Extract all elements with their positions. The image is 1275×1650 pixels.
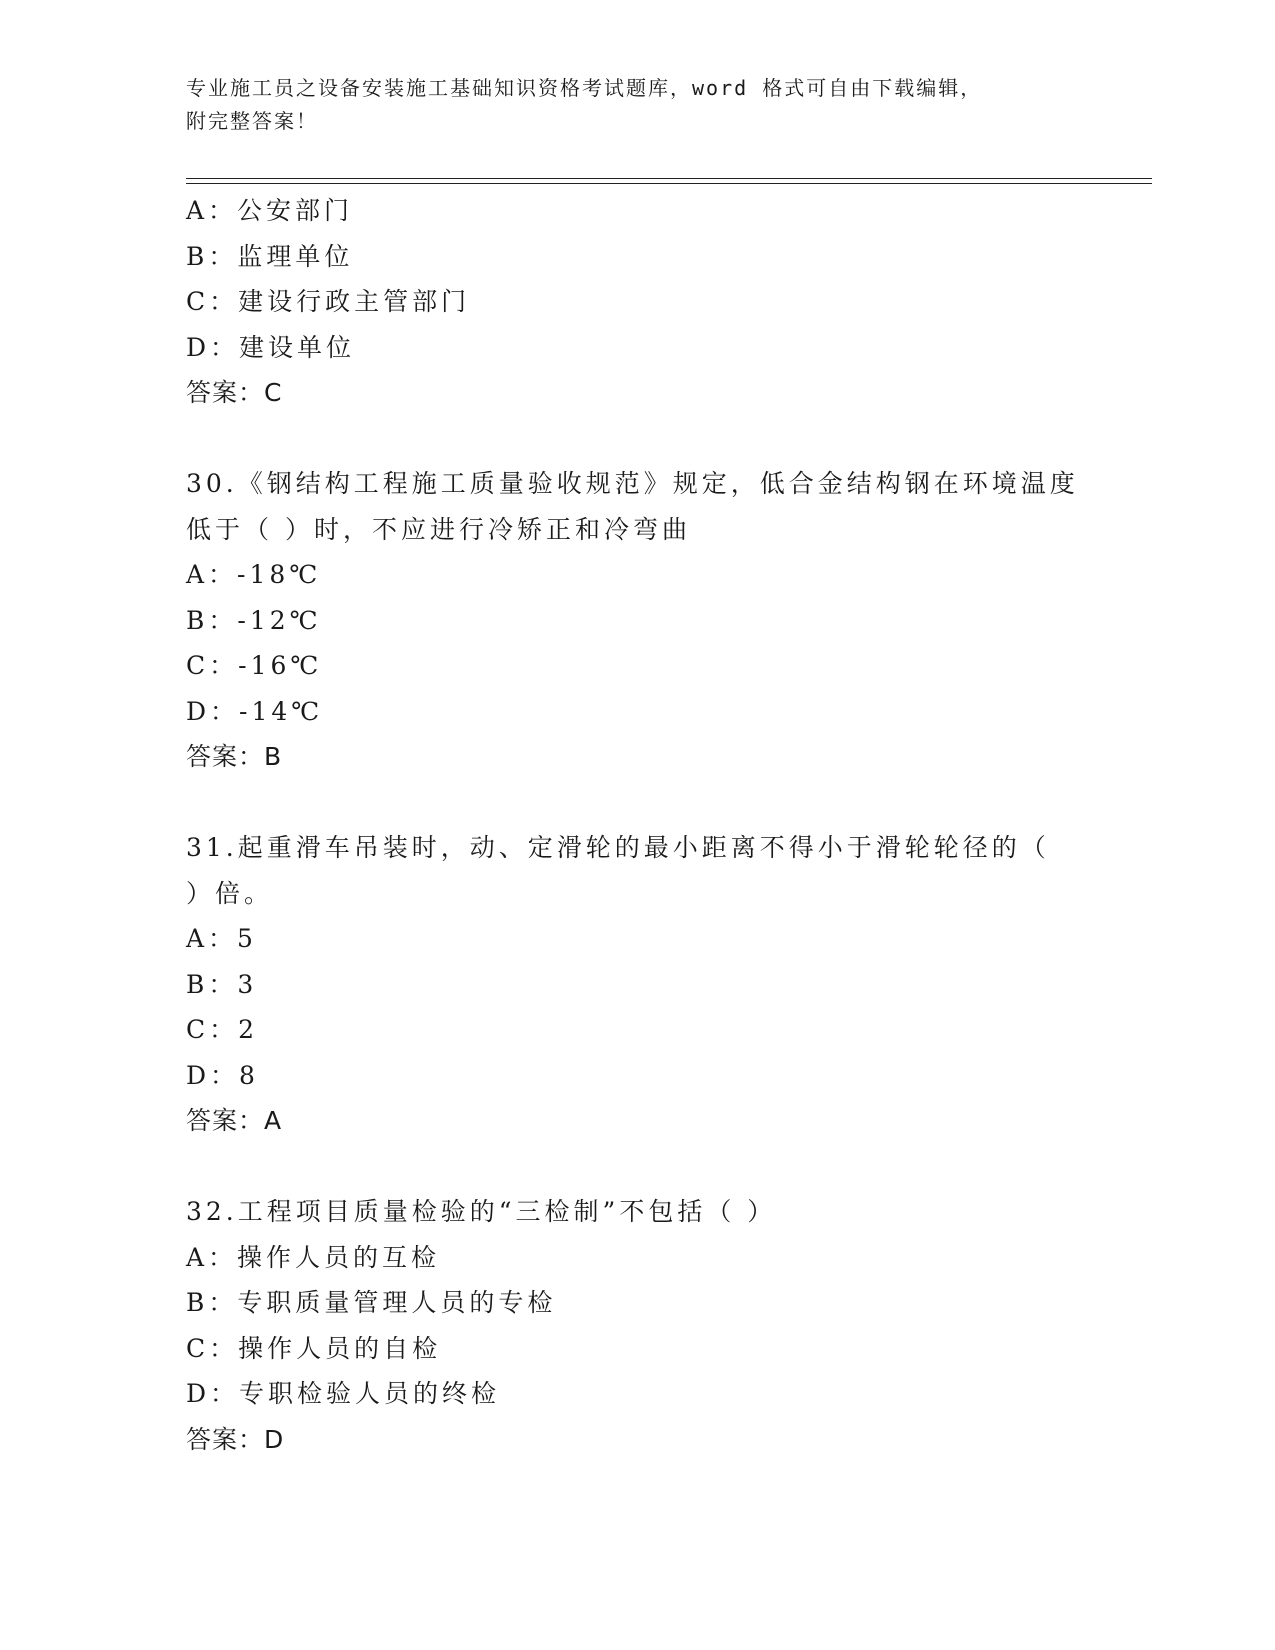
header-line-1: 专业施工员之设备安装施工基础知识资格考试题库，word 格式可自由下载编辑， [186, 76, 983, 100]
option-c: C：建设行政主管部门 [186, 287, 471, 316]
document-header [186, 72, 1066, 138]
option-b: B：专职质量管理人员的专检 [186, 1288, 557, 1317]
question-32-block [186, 1189, 1086, 1462]
question-29-block [186, 188, 1086, 416]
header-line-2: 附完整答案！ [186, 109, 318, 133]
option-b: B：-12℃ [186, 605, 322, 635]
option-b: B：3 [186, 969, 258, 999]
question-text-line-1: 32.工程项目质量检验的“三检制”不包括（ ） [186, 1197, 777, 1226]
option-d: D：建设单位 [186, 332, 356, 362]
option-d: D：专职检验人员的终检 [186, 1379, 501, 1408]
option-c: C：操作人员的自检 [186, 1333, 442, 1363]
option-d: D：8 [186, 1060, 259, 1090]
answer-line: 答案：B [186, 742, 283, 771]
answer-line: 答案：C [186, 378, 283, 407]
option-b: B：监理单位 [186, 241, 354, 271]
option-d: D：-14℃ [186, 696, 324, 726]
option-c: C：2 [186, 1015, 259, 1044]
question-spacer [186, 780, 1086, 826]
question-30-block [186, 461, 1086, 780]
question-text-line-2: 低于（ ）时，不应进行冷矫正和冷弯曲 [186, 514, 691, 544]
answer-line: 答案：A [186, 1106, 283, 1135]
question-text-line-2: ）倍。 [186, 878, 274, 908]
answer-line: 答案：D [186, 1424, 285, 1454]
question-text-line-1: 30.《钢结构工程施工质量验收规范》规定，低合金结构钢在环境温度 [186, 469, 1079, 498]
question-spacer [186, 1144, 1086, 1190]
header-divider-top [186, 178, 1152, 179]
option-c: C：-16℃ [186, 651, 323, 680]
question-text-line-1: 31.起重滑车吊装时，动、定滑轮的最小距离不得小于滑轮轮径的（ [186, 833, 1050, 862]
option-a: A：5 [186, 924, 257, 953]
question-list [186, 188, 1086, 1462]
option-a: A：操作人员的互检 [186, 1242, 441, 1272]
header-divider-bottom [186, 183, 1152, 184]
question-spacer [186, 416, 1086, 462]
option-a: A：-18℃ [186, 560, 322, 589]
option-a: A：公安部门 [186, 196, 354, 225]
question-31-block [186, 825, 1086, 1144]
